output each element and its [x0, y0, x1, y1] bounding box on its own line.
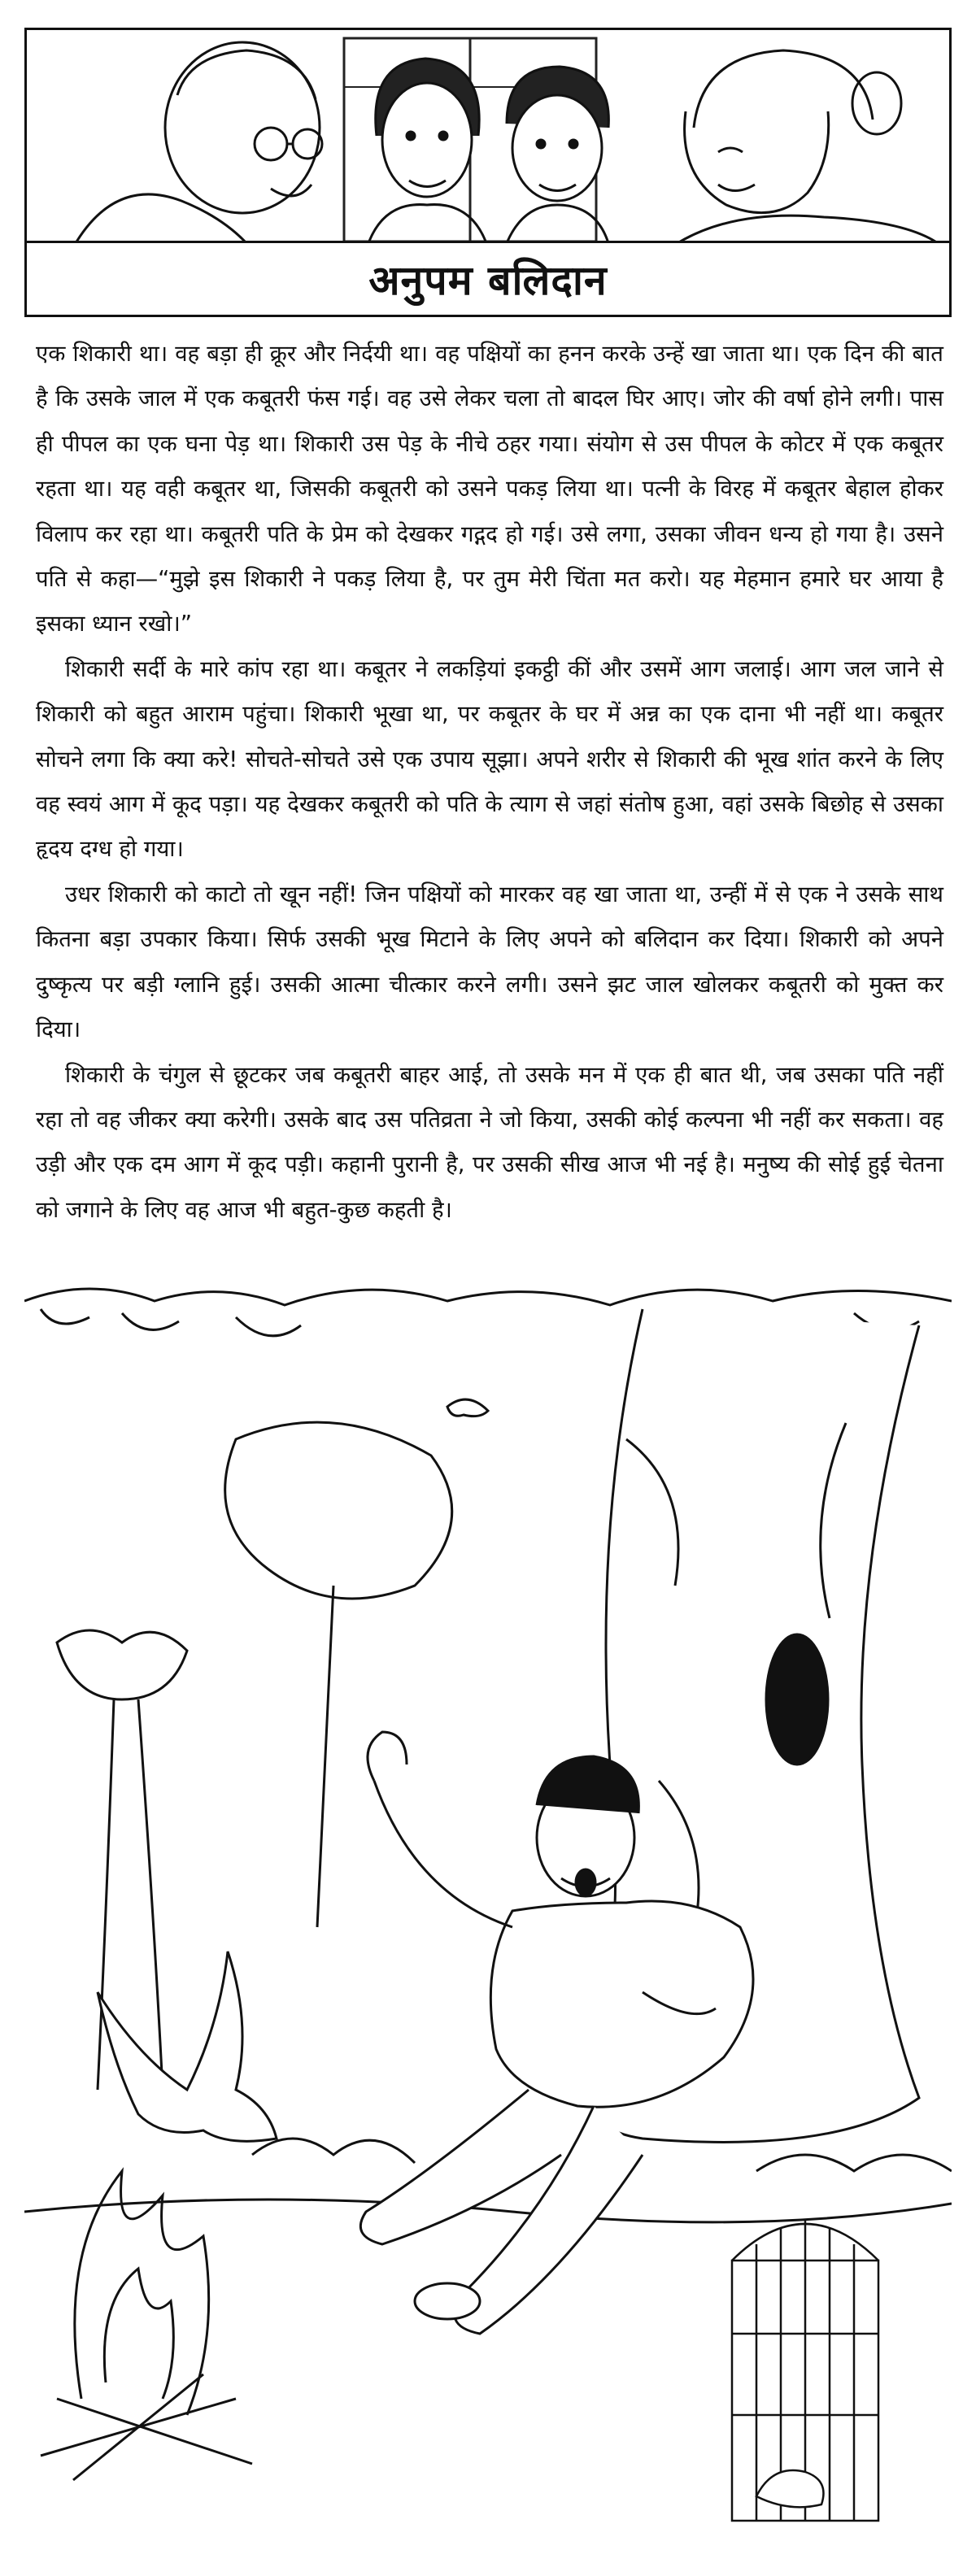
story-paragraph-3: उधर शिकारी को काटो तो खून नहीं! जिन पक्षियों को मारकर वह खा जाता था, उन्हीं में से एक ने उसके साथ कितना बड़ा उपकार किया। सिर्फ उसकी भूख मिटाने के लिए अपने को बलिदान कर दिया। शिकारी को अपने दुष्कृत्य पर बड़ी ग्लानि हुई। उसकी आत्मा चीत्कार करने लगी। उसने झट जाल खोलकर कबूतरी को मुक्त कर दिया।	[36, 881, 943, 1043]
header-illustration	[24, 28, 952, 241]
story-title: अनुपम बलिदान	[368, 257, 608, 304]
story-paragraph-1: एक शिकारी था। वह बड़ा ही क्रूर और निर्दयी था। वह पक्षियों का हनन करके उन्हें खा जाता था। एक दिन की बात है कि उसके जाल में एक कबूतरी फंस गई। वह उसे लेकर चला तो बादल घिर आए। जोर की वर्षा होने लगी। पास ही पीपल का एक घना पेड़ था। शिकारी उस पेड़ के नीचे ठहर गया। संयोग से उस पीपल के कोटर में एक कबूतर रहता था। यह वही कबूतर था, जिसकी कबूतरी को उसने पकड़ लिया था। पत्नी के विरह में कबूतर बेहाल होकर विलाप कर रहा था। कबूतरी पति के प्रेम को देखकर गद्गद हो गई। उसे लगा, उसका जीवन धन्य हो गया है। उसने पति से कहा—“मुझे इस शिकारी ने पकड़ लिया है, पर तुम मेरी चिंता मत करो। यह मेहमान हमारे घर आया है इसका ध्यान रखो।”	[36, 341, 943, 637]
tree-hollow	[766, 1634, 828, 1764]
hunter-scene-drawing	[24, 1277, 952, 2557]
family-drawing	[27, 30, 952, 241]
caged-pigeon	[756, 2470, 824, 2507]
grandmother-figure	[678, 50, 938, 241]
title-box	[24, 241, 952, 317]
boy-figure	[507, 67, 608, 241]
grandfather-figure	[76, 42, 322, 241]
story-body	[36, 332, 943, 1233]
campfire	[41, 2171, 252, 2480]
story-paragraph-2: शिकारी सर्दी के मारे कांप रहा था। कबूतर ने लकड़ियां इकट्ठी कीं और उसमें आग जलाई। आग जल जाने से शिकारी को बहुत आराम पहुंचा। शिकारी भूखा था, पर कबूतर के घर में अन्न का एक दाना भी नहीं था। कबूतर सोचने लगा कि क्या करे! सोचते-सोचते उसे एक उपाय सूझा। अपने शरीर से शिकारी की भूख शांत करने के लिए वह स्वयं आग में कूद पड़ा। यह देखकर कबूतरी को पति के त्याग से जहां संतोष हुआ, वहां उसके बिछोह से उसका हृदय दग्ध हो गया।	[36, 655, 943, 863]
bird-cage	[732, 2220, 878, 2521]
mid-tree-crown	[225, 1422, 452, 1599]
flying-pigeon	[98, 1952, 277, 2141]
story-illustration	[24, 1277, 952, 2557]
girl-figure	[368, 59, 486, 241]
canopy-outline	[24, 1289, 952, 1305]
story-paragraph-4: शिकारी के चंगुल से छूटकर जब कबूतरी बाहर आई, तो उसके मन में एक ही बात थी, जब उसका पति नहीं रहा तो वह जीकर क्या करेगी। उसके बाद उस पतिव्रता ने जो किया, उसकी कोई कल्पना भी नहीं कर सकता। वह उड़ी और एक दम आग में कूद पड़ी। कहानी पुरानी है, पर उसकी सीख आज भी नई है। मनुष्य की सोई हुई चेतना को जगाने के लिए वह आज भी बहुत-कुछ कहती है।	[36, 1061, 943, 1223]
left-tree-crown	[57, 1630, 187, 1699]
pigeon-on-branch	[447, 1399, 488, 1416]
